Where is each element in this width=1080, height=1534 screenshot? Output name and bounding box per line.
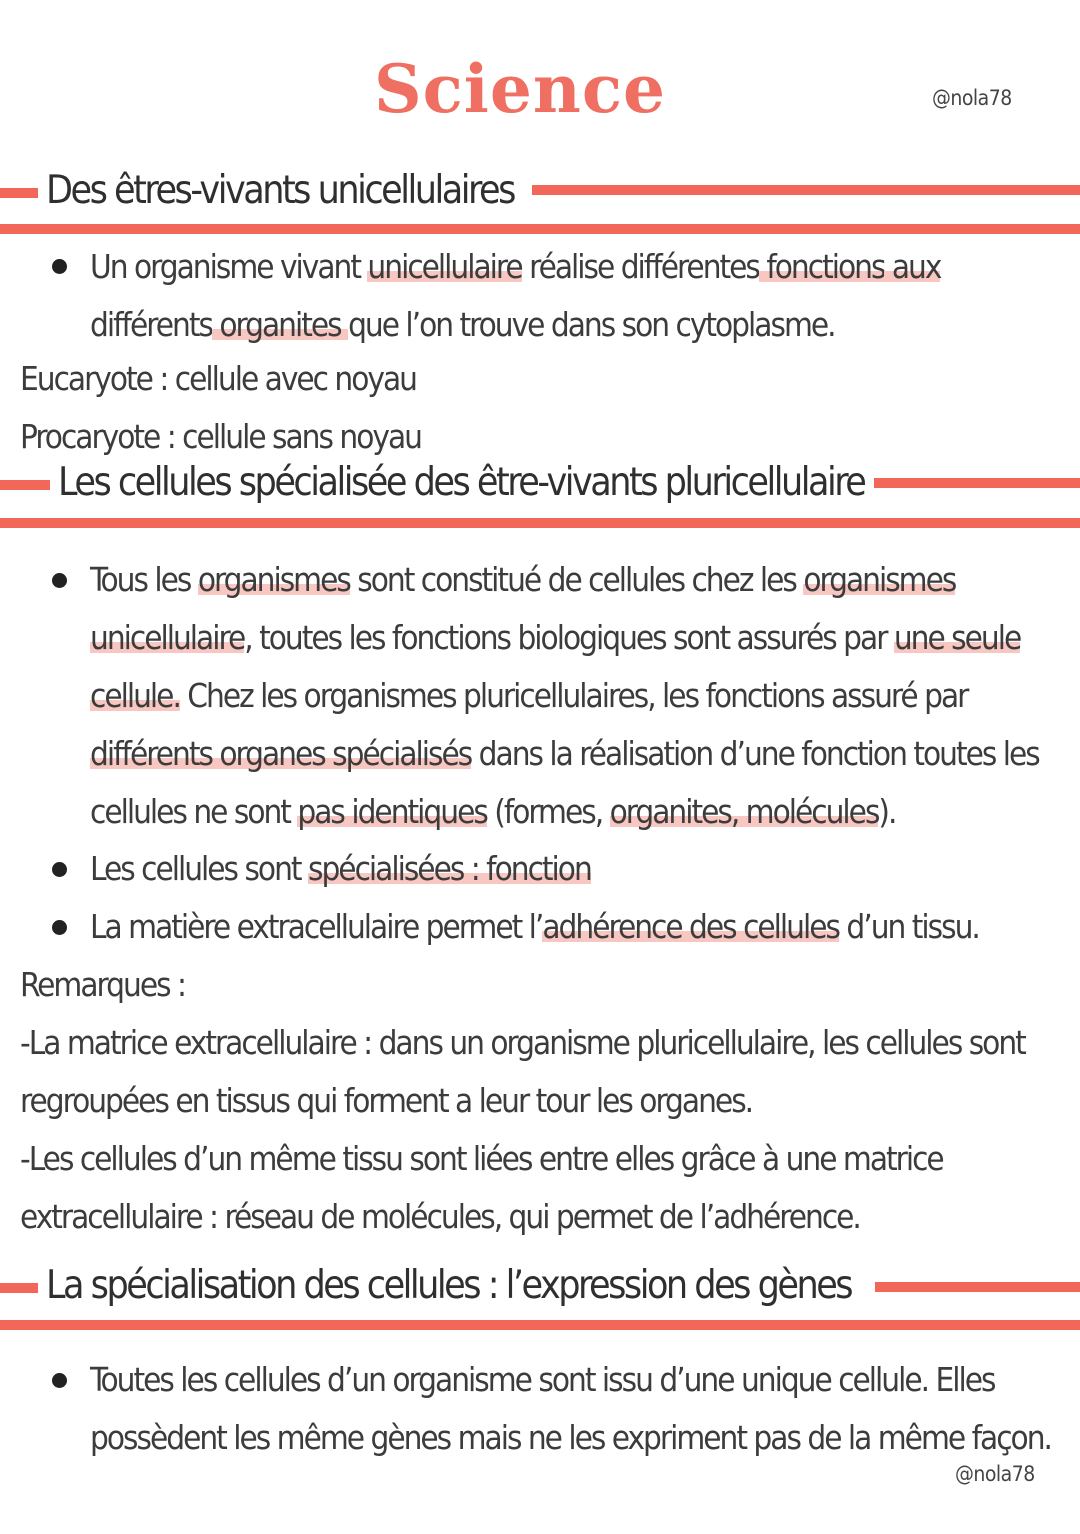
- bullet-dot: [52, 259, 67, 274]
- bullet-dot: [52, 862, 67, 877]
- paragraph-matiere: La matière extracellulaire permet l’adhérence des cellules d’un tissu.: [90, 907, 979, 946]
- heading-text: Les cellules spécialisée des être-vivants pluricellulaire: [58, 460, 865, 505]
- heading-text: Des êtres-vivants unicellulaires: [46, 168, 514, 213]
- page-title: Science: [373, 50, 667, 128]
- heading-rule-bottom: [0, 1320, 1080, 1330]
- heading-lead-rule: [0, 1283, 38, 1293]
- definition-eucaryote: Eucaryote : cellule avec noyau: [20, 359, 416, 398]
- remark-line: -Les cellules d’un même tissu sont liées entre elles grâce à une matrice: [20, 1139, 943, 1178]
- definitions: [20, 350, 421, 466]
- bullet-dot: [52, 1373, 67, 1388]
- heading-rule-bottom: [0, 224, 1080, 234]
- remark-line: regroupées en tissus qui forment a leur tour les organes.: [20, 1081, 753, 1120]
- remarks-title: Remarques :: [20, 965, 185, 1004]
- bullet-dot: [52, 573, 67, 588]
- paragraph-genes: Toutes les cellules d’un organisme sont issu d’une unique cellule. Elles possèdent les même gènes mais ne les expriment pas de la même façon.: [90, 1360, 1051, 1457]
- paragraph-specialisees: Les cellules sont spécialisées : fonction: [90, 849, 591, 888]
- section-heading-pluricellulaire: [0, 460, 874, 505]
- remark-line: extracellulaire : réseau de molécules, qui permet de l’adhérence.: [20, 1197, 860, 1236]
- remarks: [20, 956, 1025, 1246]
- bullet-dot: [52, 920, 67, 935]
- section-heading-expression: [0, 1263, 875, 1308]
- heading-lead-rule: [0, 188, 38, 198]
- paragraph-organismes: Tous les organismes sont constitué de cellules chez les organismes unicellulaire, toutes les fonctions biologiques sont assurés par une seule cellule. Chez les organismes pluricellulaires, les fonctions assuré par différents organes spécialisés dans la réalisation d’une fonction toutes les cellules ne sont pas identiques (formes, organites, molécules).: [90, 560, 1039, 831]
- remark-line: -La matrice extracellulaire : dans un organisme pluricellulaire, les cellules sont: [20, 1023, 1025, 1062]
- heading-lead-rule: [0, 480, 50, 490]
- heading-rule-bottom: [0, 518, 1080, 528]
- section-heading-unicellulaires: [0, 168, 532, 213]
- definition-procaryote: Procaryote : cellule sans noyau: [20, 417, 421, 456]
- author-handle-bottom: @nola78: [955, 1462, 1035, 1486]
- heading-text: La spécialisation des cellules : l’expression des gènes: [46, 1263, 852, 1308]
- author-handle-top: @nola78: [932, 86, 1012, 110]
- paragraph-unicellulaire: Un organisme vivant unicellulaire réalise différentes fonctions aux différents organites que l’on trouve dans son cytoplasme.: [90, 247, 941, 344]
